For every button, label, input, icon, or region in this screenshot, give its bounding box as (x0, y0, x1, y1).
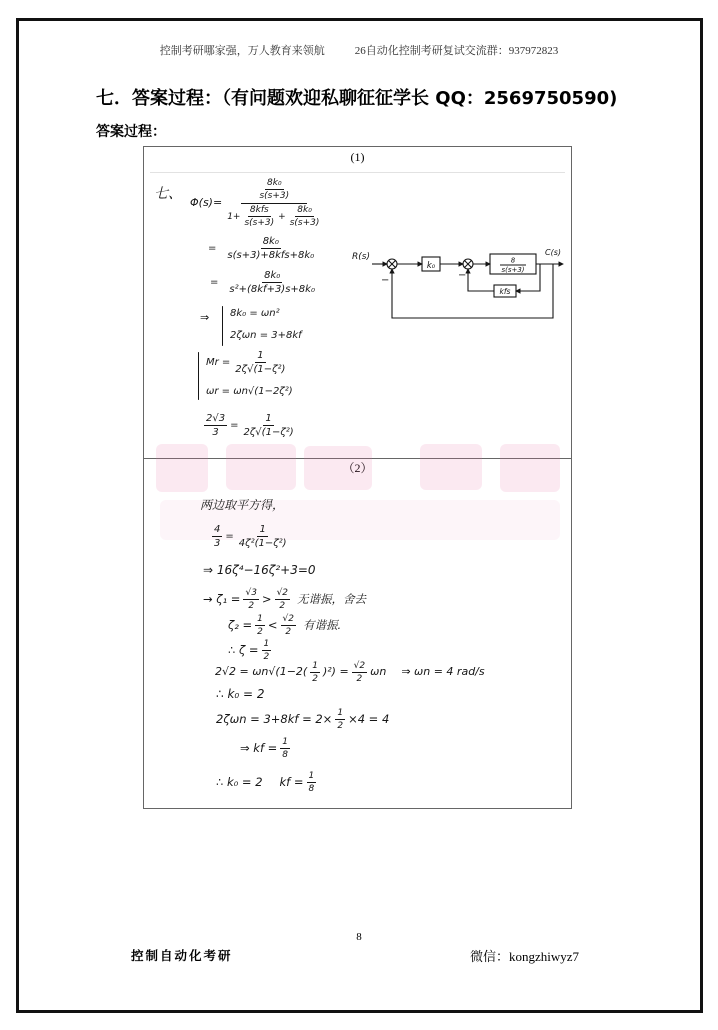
minus-sign: − (381, 275, 390, 286)
simplified-eq-1 (208, 236, 316, 261)
fraction-top: 1 (255, 614, 265, 626)
zeta2-eq (228, 614, 341, 637)
fraction-top: √2 (275, 588, 290, 600)
input-label: R(s) (352, 252, 370, 262)
denominator-row (227, 205, 321, 228)
zeta-result-eq (228, 639, 271, 662)
wn-solve-eq (215, 661, 485, 684)
fraction-top: 8kfs (248, 205, 271, 217)
part2-intro: 两边取平方得， (200, 498, 285, 512)
fraction-bottom: 2ζ√(1−ζ²) (243, 427, 294, 439)
fraction-top: 1 (257, 524, 267, 537)
squared-eq (212, 524, 289, 549)
fraction (335, 708, 345, 731)
expr-text: ωn (370, 665, 387, 679)
main-fraction (225, 178, 323, 228)
watermark-glyph (226, 444, 296, 490)
fraction (255, 614, 265, 637)
page-header (0, 42, 718, 58)
watermark-glyph (304, 446, 372, 490)
expr-text: ζ₂ = (228, 617, 253, 632)
equals-sign: = (208, 242, 217, 254)
part2-label: （2） (342, 461, 373, 475)
fraction-bottom: 3 (214, 538, 221, 550)
plant-numerator: 8 (510, 256, 516, 265)
fraction-top: 1 (310, 661, 320, 673)
damping-equation: 2ζωn = 3+8kf (230, 330, 302, 341)
quartic-eq: ⇒ 16ζ⁴−16ζ²+3=0 (203, 563, 316, 577)
fraction (237, 524, 289, 549)
fraction-top: √2 (352, 661, 367, 673)
system-brace (222, 306, 223, 346)
expr-text: ×4 = 4 (348, 711, 390, 726)
plus-sign: + (278, 211, 286, 222)
k0-result: ∴ k₀ = 2 (216, 687, 265, 701)
fraction-bottom: 2 (356, 674, 363, 685)
closed-loop-transfer-eq (190, 178, 323, 228)
fraction-top: 1 (335, 708, 345, 720)
part1-marker: 七、 (154, 186, 182, 202)
expr-text: 2√2 = ωn√(1−2( (215, 665, 308, 679)
equals-sign: = (230, 419, 239, 431)
feedback-label: kfs (499, 287, 511, 296)
expr-text: → ζ₁ = (203, 591, 241, 606)
phi-lhs: Φ(s)= (190, 195, 223, 209)
main-denominator (225, 204, 323, 228)
expr-text: )²) = (322, 665, 349, 679)
less-than-sign: < (267, 617, 278, 632)
fraction (212, 524, 222, 549)
fraction (352, 661, 367, 684)
output-label: C(s) (545, 248, 561, 257)
gain-label: k₀ (426, 261, 436, 271)
equals-sign: = (210, 276, 219, 288)
fraction-bottom: 8 (282, 750, 289, 761)
fraction-bottom: 2 (257, 627, 263, 638)
expr-text: kf = (279, 774, 304, 789)
minus-sign: − (458, 270, 467, 281)
fraction-bottom: s²+(8kf+3)s+8k₀ (229, 284, 315, 296)
fraction-bottom: 2 (337, 721, 344, 732)
kf-result-eq (240, 737, 290, 760)
header-slogan: 控制考研哪家强，万人教育来领航 (159, 45, 325, 57)
velocity-feedback-fraction (242, 205, 276, 228)
mr-lhs: Mr = (206, 356, 231, 368)
answer-label: 答案过程： (96, 124, 166, 140)
mr-value-eq (204, 413, 296, 438)
fraction-bottom: s(s+3) (289, 218, 320, 229)
term-one: 1+ (227, 211, 241, 222)
header-group-info: 26自动化控制考研复试交流群：937972823 (354, 45, 559, 57)
footer-wechat: 微信：kongzhiwyz7 (470, 949, 580, 964)
expr-text: ∴ ζ = (228, 642, 259, 657)
fraction-top: √3 (243, 588, 258, 600)
watermark-glyph (500, 444, 560, 492)
note-text: 有谐振. (303, 617, 342, 632)
watermark-glyph (156, 444, 208, 492)
fraction-top: 8k₀ (295, 205, 314, 217)
fraction-bottom: s(s+3)+8kfs+8k₀ (227, 250, 315, 262)
fraction-top: 1 (262, 639, 272, 651)
fraction (310, 661, 320, 684)
section-heading: 七．答案过程：（有问题欢迎私聊征征学长 QQ：2569750590) (96, 88, 618, 109)
fraction-bottom: 2 (248, 601, 255, 612)
fraction-top: 4 (212, 524, 222, 537)
system-brace (198, 352, 199, 400)
wn-equation: 8k₀ = ωn² (230, 308, 280, 319)
fraction-bottom: s(s+3) (259, 191, 290, 202)
fraction-top: 8k₀ (261, 236, 281, 249)
fraction-top: 1 (280, 737, 290, 749)
fraction (204, 413, 227, 438)
zeta1-eq (203, 588, 366, 611)
expr-text: 2ζωn = 3+8kf = 2× (216, 711, 333, 726)
fraction (262, 639, 272, 662)
fraction-bottom: 8 (308, 784, 315, 795)
fraction (280, 737, 290, 760)
part1-label: (1) (350, 150, 365, 164)
footer-brand: 控制自动化考研 (131, 948, 233, 963)
fraction-top: 1 (307, 771, 317, 783)
open-loop-fraction (257, 178, 291, 201)
plant-denominator: s(s+3) (501, 266, 525, 274)
expr-text: ⇒ kf = (240, 740, 278, 755)
implies-arrow: ⇒ (200, 311, 210, 324)
fraction (225, 236, 316, 261)
resonance-frequency-eq: ωr = ωn√(1−2ζ²) (206, 386, 293, 397)
main-numerator (241, 178, 307, 204)
expr-text: ∴ k₀ = 2 (216, 774, 263, 789)
page-number: 8 (356, 931, 362, 943)
final-answer-eq (216, 771, 316, 794)
wn-result: ⇒ ωn = 4 rad/s (401, 665, 485, 679)
fraction (233, 350, 287, 375)
fraction (281, 614, 296, 637)
fraction (307, 771, 317, 794)
fraction (275, 588, 290, 611)
fraction-bottom: 2 (285, 627, 292, 638)
fraction (242, 413, 296, 438)
fraction-top: 1 (263, 413, 273, 426)
watermark-glyph (420, 444, 482, 490)
note-text: 无谐振，舍去 (297, 591, 367, 606)
greater-than-sign: > (261, 591, 272, 606)
fraction-top: 1 (255, 350, 265, 363)
fraction (243, 588, 258, 611)
photo-edge-line (150, 172, 565, 173)
block-diagram (350, 240, 566, 324)
simplified-eq-2 (210, 270, 317, 295)
fraction-bottom: 2 (312, 674, 318, 685)
resonance-peak-eq (206, 350, 287, 375)
equals-sign: = (225, 530, 234, 542)
gain-fraction (288, 205, 322, 228)
fraction (227, 270, 317, 295)
fraction-top: 8k₀ (262, 270, 282, 283)
kf-solve-eq (216, 708, 389, 731)
fraction-top: √2 (281, 614, 296, 626)
fraction-bottom: 3 (212, 427, 219, 439)
fraction-bottom: s(s+3) (244, 218, 275, 229)
fraction-top: 8k₀ (265, 178, 284, 190)
fraction-bottom: 2 (279, 601, 286, 612)
fraction-bottom: 2ζ√(1−ζ²) (235, 364, 286, 376)
fraction-bottom: 2 (263, 652, 270, 663)
fraction-top: 2√3 (204, 413, 227, 426)
fraction-bottom: 4ζ²(1−ζ²) (238, 538, 287, 550)
